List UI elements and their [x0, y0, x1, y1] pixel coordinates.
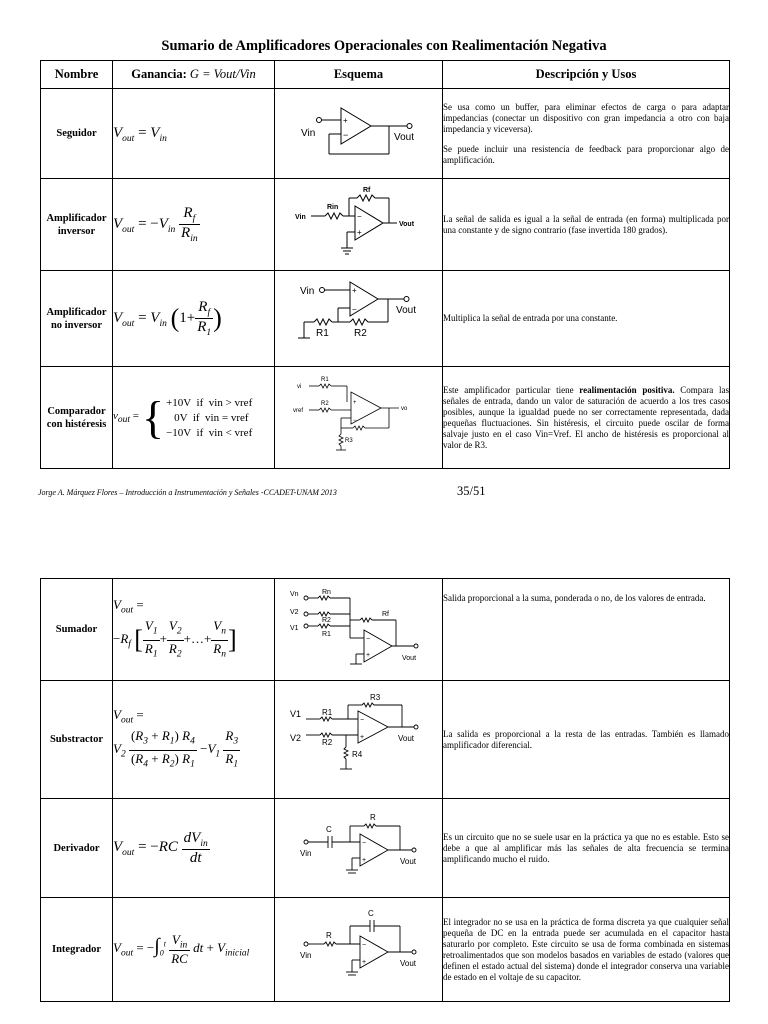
desc-no-inversor-p1: Multiplica la señal de entrada por una constante.: [443, 313, 618, 323]
row-name-comparador: Comparador con histéresis: [41, 367, 113, 469]
gain-formula-seguidor: $V_{out} = V_{in}$: [113, 89, 275, 179]
label-vout: Vout: [397, 734, 414, 743]
desc-substractor: [443, 681, 730, 799]
desc-integrador-p1: El integrador no se usa en la práctica de forma discreta ya que cualquier señal pequeña de DC en la entrada puede ser acumulada en el capacitor hasta saturarlo por completo. Este circuito se usa de forma combinada en sistemas retroalimentados que son modelos basados en variables de estado (valores que definen el estado actual del sistema) donde el integrador conserva una variable de estado en el voltaje de su capacitor.: [443, 916, 729, 982]
desc-comparador-bold: realimentación positiva.: [579, 384, 675, 395]
desc-comparador-b: Compara las señales de entrada, dando un valor de saturación de acuerdo a los tres casos posibles, aunque la igualdad puede no ser correctamente representada, dada pequeñas fluctuaciones. Sin histéresis, el circuito puede oscilar de forma salvaje justo en el caso Vin=Vref. El ancho de histéresis es proporcional al valor de R3.: [443, 384, 730, 450]
schematic-seguidor: [275, 89, 443, 179]
table-row: [41, 367, 730, 469]
desc-seguidor-p2: Se puede incluir una resistencia de feedback para proporcionar algo de amplificación.: [443, 143, 729, 165]
label-vout: Vout: [395, 305, 416, 316]
label-r2: R2: [321, 617, 331, 624]
label-r1: R1: [321, 708, 332, 717]
gain-formula-substractor: $V_{out}$ = $V_2$ $\frac{(R_3 + R_1) R_4}{(R_4 + R_2) R_1}$ $-V_1$ $\frac{R_3}{R_1}$: [113, 681, 275, 799]
desc-derivador-p1: Es un circuito que no se suele usar en la práctica ya que no es estable. Esto se debe a que al amplificar más las señales de alta frecuencia se termina amplificando mucho el ruido.: [443, 831, 729, 864]
label-r1: R1: [320, 377, 329, 383]
svg-text:+: +: [359, 734, 364, 741]
label-vin: Vin: [300, 128, 315, 139]
label-vout: Vout: [401, 655, 416, 662]
svg-text:+: +: [361, 856, 366, 864]
row-name-seguidor: Seguidor: [41, 89, 113, 179]
label-rn: Rn: [321, 589, 331, 596]
schematic-comparador-svg: [289, 372, 429, 458]
schematic-derivador-svg: [284, 806, 434, 886]
svg-text:+: +: [352, 400, 357, 406]
label-r2: R2: [321, 738, 332, 747]
header-gain: [113, 61, 275, 89]
schematic-integrador-svg: [284, 904, 434, 990]
document-title: Sumario de Amplificadores Operacionales con Realimentación Negativa: [161, 38, 607, 54]
svg-text:−: −: [365, 636, 370, 643]
desc-substractor-p1: La salida es proporcional a la resta de las entradas. También es llamado amplificador diferencial.: [443, 728, 729, 750]
label-vout: Vout: [398, 221, 414, 228]
opamp-summary-table-part1: [40, 60, 730, 469]
page-separator: [0, 512, 768, 530]
desc-inversor-p1: La señal de salida es igual a la señal de entrada (en forma) multiplicada por una constante y de signo contrario (fase invertida 180 grados).: [443, 213, 729, 235]
row-name-derivador: Derivador: [41, 799, 113, 898]
label-v1: V1: [289, 625, 299, 632]
desc-comparador: [443, 367, 730, 469]
label-v2: V2: [289, 733, 301, 743]
label-rf: Rf: [362, 187, 370, 194]
gain-formula-comparador: $v_{out}$ = { +10V if vin > vref 0V if vin = vref −10V if vin < vref: [113, 367, 275, 469]
label-vref: vref: [292, 408, 303, 414]
svg-text:−: −: [352, 418, 357, 424]
label-r1: R1: [315, 328, 329, 339]
label-vin: Vin: [299, 951, 311, 960]
svg-text:−: −: [359, 717, 364, 724]
schematic-sumador: [275, 579, 443, 681]
label-c: C: [367, 909, 374, 918]
svg-text:−: −: [356, 212, 362, 221]
label-vout: Vout: [393, 132, 414, 143]
schematic-inversor: [275, 179, 443, 271]
schematic-no-inversor: [275, 271, 443, 367]
label-vi: vi: [296, 384, 301, 390]
row-name-inversor: Amplificador inversor: [41, 179, 113, 271]
header-schema: Esquema: [275, 61, 443, 89]
comparator-case-2: 0V if vin = vref: [174, 411, 249, 424]
schematic-substractor: [275, 681, 443, 799]
schematic-derivador: [275, 799, 443, 898]
label-r2: R2: [320, 401, 329, 407]
label-c: C: [325, 824, 332, 834]
desc-seguidor-p1: Se usa como un buffer, para eliminar efectos de carga o para adaptar impedancias (conectar un dispositivo con gran impedancia a otro con baja impedancia y viceversa).: [443, 101, 729, 134]
header-name: Nombre: [41, 61, 113, 89]
svg-text:+: +: [356, 228, 362, 237]
header-gain-formula: G = Vout/Vin: [189, 67, 256, 81]
table-row: [41, 898, 730, 1002]
desc-seguidor: [443, 89, 730, 179]
schematic-substractor-svg: [284, 689, 434, 785]
row-name-integrador: Integrador: [41, 898, 113, 1002]
gain-formula-derivador: $V_{out} = -RC$ $\frac{dV_{in}}{dt}$: [113, 799, 275, 898]
label-r: R: [325, 931, 332, 940]
label-v2: V2: [289, 609, 299, 616]
label-r: R: [369, 812, 376, 822]
desc-inversor: [443, 179, 730, 271]
footer-page-number: 35/51: [457, 484, 486, 498]
schematic-seguidor-svg: [289, 96, 429, 166]
svg-text:−: −: [342, 130, 348, 140]
label-vout: Vout: [399, 959, 416, 968]
footer-author: Jorge A. Márquez Flores – Introducción a Instrumentación y Señales -CCADET-UNAM 2013: [38, 488, 337, 497]
row-name-no-inversor: Amplificador no inversor: [41, 271, 113, 367]
desc-comparador-p1: [443, 385, 729, 451]
table-header-row: [41, 61, 730, 89]
desc-derivador: [443, 799, 730, 898]
label-rf: Rf: [381, 611, 389, 618]
label-vin: Vin: [294, 214, 306, 221]
opamp-summary-table-part2: [40, 578, 730, 1002]
label-vout: Vout: [399, 856, 416, 866]
svg-text:+: +: [342, 116, 348, 125]
row-name-sumador: Sumador: [41, 579, 113, 681]
comparator-case-1: +10V if vin > vref: [166, 396, 253, 409]
label-r3: R3: [369, 693, 380, 702]
table-row: [41, 179, 730, 271]
svg-text:+: +: [365, 652, 370, 659]
label-vo: vo: [400, 406, 407, 412]
table-row: [41, 89, 730, 179]
table-row: [41, 271, 730, 367]
comparator-case-3: −10V if vin < vref: [166, 426, 253, 439]
label-vin: Vin: [299, 848, 311, 858]
desc-no-inversor: [443, 271, 730, 367]
label-r3: R3: [344, 438, 353, 444]
label-v1: V1: [289, 709, 301, 719]
desc-comparador-a: Este amplificador particular tiene: [443, 384, 580, 395]
schematic-sumador-svg: [284, 584, 434, 670]
schematic-integrador: [275, 898, 443, 1002]
table-row: [41, 579, 730, 681]
gain-formula-inversor: $V_{out} = -V_{in}$ $\frac{R_f}{R_{in}}$: [113, 179, 275, 271]
row-name-substractor: Substractor: [41, 681, 113, 799]
table-row: [41, 799, 730, 898]
schematic-comparador: [275, 367, 443, 469]
svg-text:+: +: [361, 959, 366, 966]
desc-sumador-p1: Salida proporcional a la suma, ponderada o no, de los valores de entrada.: [443, 593, 706, 603]
desc-sumador: [443, 579, 730, 681]
header-desc: Descripción y Usos: [443, 61, 730, 89]
label-r2: R2: [353, 328, 367, 339]
table-row: [41, 681, 730, 799]
header-gain-label: Ganancia:: [131, 67, 187, 81]
gain-formula-sumador: $V_{out}$ = $-R_f$ [ $\frac{V_1}{R_1}$ + $\frac{V_2}{R_2}$ +…+ $\frac{V_n}{R_n}$ ]: [113, 579, 275, 681]
desc-integrador: [443, 898, 730, 1002]
label-rin: Rin: [326, 204, 338, 211]
label-vin: Vin: [299, 286, 314, 297]
gain-formula-no-inversor: $V_{out} = V_{in}$ (1+ $\frac{R_f}{R_1}$ ): [113, 271, 275, 367]
svg-text:−: −: [351, 305, 357, 314]
schematic-inversor-svg: [289, 182, 429, 262]
svg-text:−: −: [361, 942, 366, 949]
schematic-no-inversor-svg: [284, 276, 434, 356]
label-r4: R4: [351, 750, 362, 759]
svg-text:+: +: [351, 286, 357, 295]
svg-text:−: −: [361, 839, 366, 847]
label-r1: R1: [321, 631, 331, 638]
label-vn: Vn: [289, 591, 299, 598]
gain-formula-integrador: $V_{out} = -\int_0^t$ $\frac{V_{in}}{RC}$ dt + $V_{inicial}$: [113, 898, 275, 1002]
